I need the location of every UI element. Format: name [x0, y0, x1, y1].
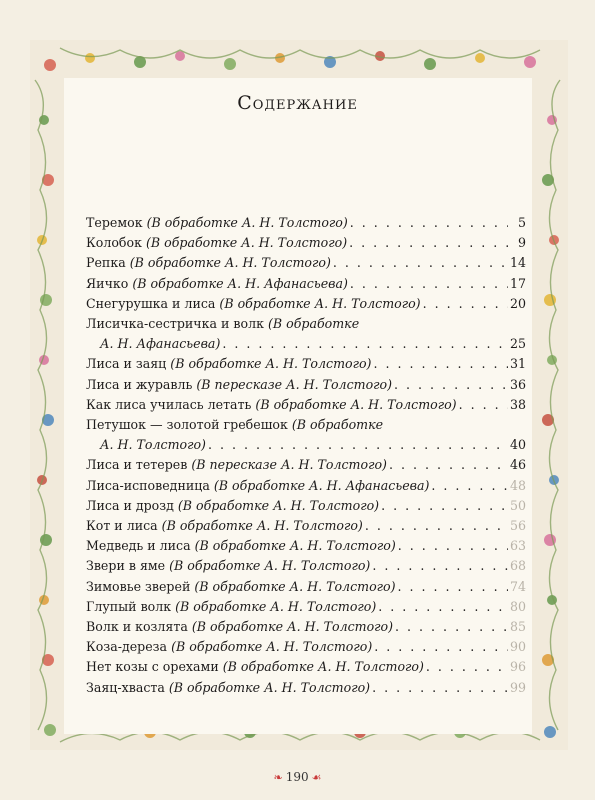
toc-entry-note: (В обработке А. Н. Толстого)	[145, 235, 348, 251]
toc-entry-note: (В обработке А. Н. Афанасьева)	[132, 275, 348, 291]
toc-entry-note: (В обработке А. Н. Толстого)	[129, 255, 331, 271]
toc-entry-page: 31	[509, 356, 526, 372]
toc-entry-title: Медведь и лиса	[86, 538, 191, 554]
toc-entry-title: Теремок	[86, 215, 143, 230]
toc-entry-note: (В обработке А. Н. Толстого)	[168, 679, 371, 695]
toc-entry-title: Лиса и тетерев	[86, 457, 188, 473]
toc-entry-title: Лиса и дрозд	[86, 497, 174, 513]
toc-entry-page: 74	[509, 578, 526, 594]
toc-entry-page: 48	[509, 477, 526, 493]
toc-entry-note: (В обработке А. Н. Толстого)	[194, 578, 396, 594]
dot-leader	[395, 617, 508, 637]
toc-entry-page: 9	[517, 235, 526, 251]
toc-entry-page: 17	[509, 275, 526, 291]
dot-leader	[426, 657, 508, 677]
toc-entry-page: 5	[517, 215, 526, 230]
toc-entry-note: (В обработке А. Н. Толстого)	[191, 619, 394, 635]
toc-entry-title: Лиса-исповедница	[86, 477, 210, 493]
toc-entry-note: (В обработке А. Н. Толстого)	[146, 215, 348, 230]
toc-entry	[86, 233, 526, 253]
toc-entry-page: 80	[509, 598, 526, 614]
toc-entry-title: Яичко	[86, 275, 129, 291]
dot-leader	[378, 597, 508, 617]
toc-entry-page: 46	[509, 457, 526, 473]
toc-entry-note: (В обработке	[267, 316, 360, 332]
toc-entry-note: (В обработке А. Н. Толстого)	[194, 538, 396, 554]
toc-entry-page: 99	[509, 679, 526, 695]
page-number-value: 190	[285, 770, 309, 784]
toc-entry-page: 25	[509, 336, 526, 352]
dot-leader	[374, 637, 508, 657]
toc-entry-title: Нет козы с орехами	[86, 659, 219, 675]
dot-leader	[398, 577, 508, 597]
toc-entry	[86, 274, 526, 294]
dot-leader	[350, 213, 508, 233]
toc-entry	[86, 496, 526, 516]
toc-entry-title: Глупый волк	[86, 598, 172, 614]
toc-entry-note: А. Н. Толстого)	[100, 437, 206, 453]
toc-entry-title: Заяц-хваста	[86, 679, 165, 695]
toc-entry	[86, 213, 526, 233]
toc-entry	[86, 536, 526, 556]
toc-entry	[86, 556, 526, 576]
toc-entry-page: 50	[509, 497, 526, 513]
toc-entry-note: (В обработке А. Н. Толстого)	[175, 598, 377, 614]
page-title: Содержание	[237, 92, 358, 114]
toc-entry-page: 14	[509, 255, 526, 271]
dot-leader	[394, 375, 508, 395]
toc-entry-title: Лисичка-сестричка и волк	[86, 316, 264, 332]
toc-entry	[86, 334, 526, 354]
toc-entry-note: (В обработке А. Н. Толстого)	[177, 497, 380, 513]
toc-entry-title: Как лиса училась летать	[86, 396, 252, 412]
toc-entry	[86, 455, 526, 475]
dot-leader	[349, 233, 508, 253]
toc-entry	[86, 678, 526, 698]
toc-entry	[86, 617, 526, 637]
dot-leader	[333, 253, 508, 273]
toc-entry-title: Волк и козлята	[86, 619, 188, 635]
toc-entry	[86, 415, 526, 435]
dot-leader	[350, 274, 508, 294]
toc-entry-title: Зимовье зверей	[86, 578, 191, 594]
toc-entry	[86, 375, 526, 395]
toc-entry	[86, 253, 526, 273]
dot-leader	[365, 516, 508, 536]
toc-entry-page: 85	[509, 619, 526, 635]
toc-entry-page: 20	[509, 295, 526, 311]
toc-entry	[86, 354, 526, 374]
toc-entry-note: А. Н. Афанасьева)	[100, 336, 221, 352]
toc-entry	[86, 435, 526, 455]
toc-entry-title: Кот и лиса	[86, 518, 158, 534]
toc-entry-note: (В обработке А. Н. Толстого)	[255, 396, 457, 412]
toc-entry-page: 56	[509, 518, 526, 534]
dot-leader	[431, 476, 508, 496]
toc-entry-title: Коза-дереза	[86, 639, 168, 655]
toc-entry-note: (В пересказе А. Н. Толстого)	[196, 376, 393, 392]
dot-leader	[373, 354, 508, 374]
toc-entry-title: Петушок — золотой гребешок	[86, 417, 288, 433]
dot-leader	[389, 455, 508, 475]
toc-entry-note: (В обработке А. Н. Толстого)	[161, 518, 363, 534]
toc-entry-note: (В обработке А. Н. Толстого)	[222, 659, 424, 675]
toc-entry-title: Снегурушка и лиса	[86, 295, 216, 311]
toc-entry-note: (В обработке А. Н. Толстого)	[169, 558, 371, 574]
toc-entry-page: 40	[509, 437, 526, 453]
toc-entry	[86, 577, 526, 597]
heart-ornament-icon: ❧	[273, 771, 283, 784]
toc-entry	[86, 597, 526, 617]
toc-entry-title: Репка	[86, 255, 126, 271]
toc-entry	[86, 637, 526, 657]
dot-leader	[372, 678, 508, 698]
toc-entry-title: Лиса и заяц	[86, 356, 167, 372]
toc-entry	[86, 294, 526, 314]
toc-entry	[86, 395, 526, 415]
toc-entry-title: Лиса и журавль	[86, 376, 193, 392]
heart-ornament-icon: ☙	[311, 771, 322, 784]
toc-entry-note: (В обработке А. Н. Толстого)	[219, 295, 421, 311]
toc-entry-page: 68	[509, 558, 526, 574]
toc-entry-note: (В обработке А. Н. Толстого)	[170, 356, 372, 372]
dot-leader	[423, 294, 508, 314]
toc-entry	[86, 657, 526, 677]
toc-entry	[86, 476, 526, 496]
toc-entry-page: 90	[509, 639, 526, 655]
dot-leader	[372, 556, 508, 576]
dot-leader	[459, 395, 508, 415]
toc-entry-note: (В обработке А. Н. Толстого)	[171, 639, 373, 655]
dot-leader	[222, 334, 508, 354]
toc-entry	[86, 516, 526, 536]
dot-leader	[208, 435, 508, 455]
toc-entry-title: Звери в яме	[86, 558, 166, 574]
table-of-contents	[86, 213, 526, 698]
toc-entry-note: (В обработке А. Н. Афанасьева)	[213, 477, 430, 493]
toc-entry-title: Колобок	[86, 235, 142, 251]
toc-entry	[86, 314, 526, 334]
dot-leader	[398, 536, 508, 556]
dot-leader	[381, 496, 508, 516]
toc-entry-note: (В обработке	[291, 417, 384, 433]
toc-entry-note: (В пересказе А. Н. Толстого)	[191, 457, 387, 473]
toc-entry-page: 96	[509, 659, 526, 675]
toc-entry-page: 38	[509, 396, 526, 412]
toc-entry-page: 36	[509, 376, 526, 392]
toc-entry-page: 63	[509, 538, 526, 554]
page-number	[0, 770, 595, 784]
